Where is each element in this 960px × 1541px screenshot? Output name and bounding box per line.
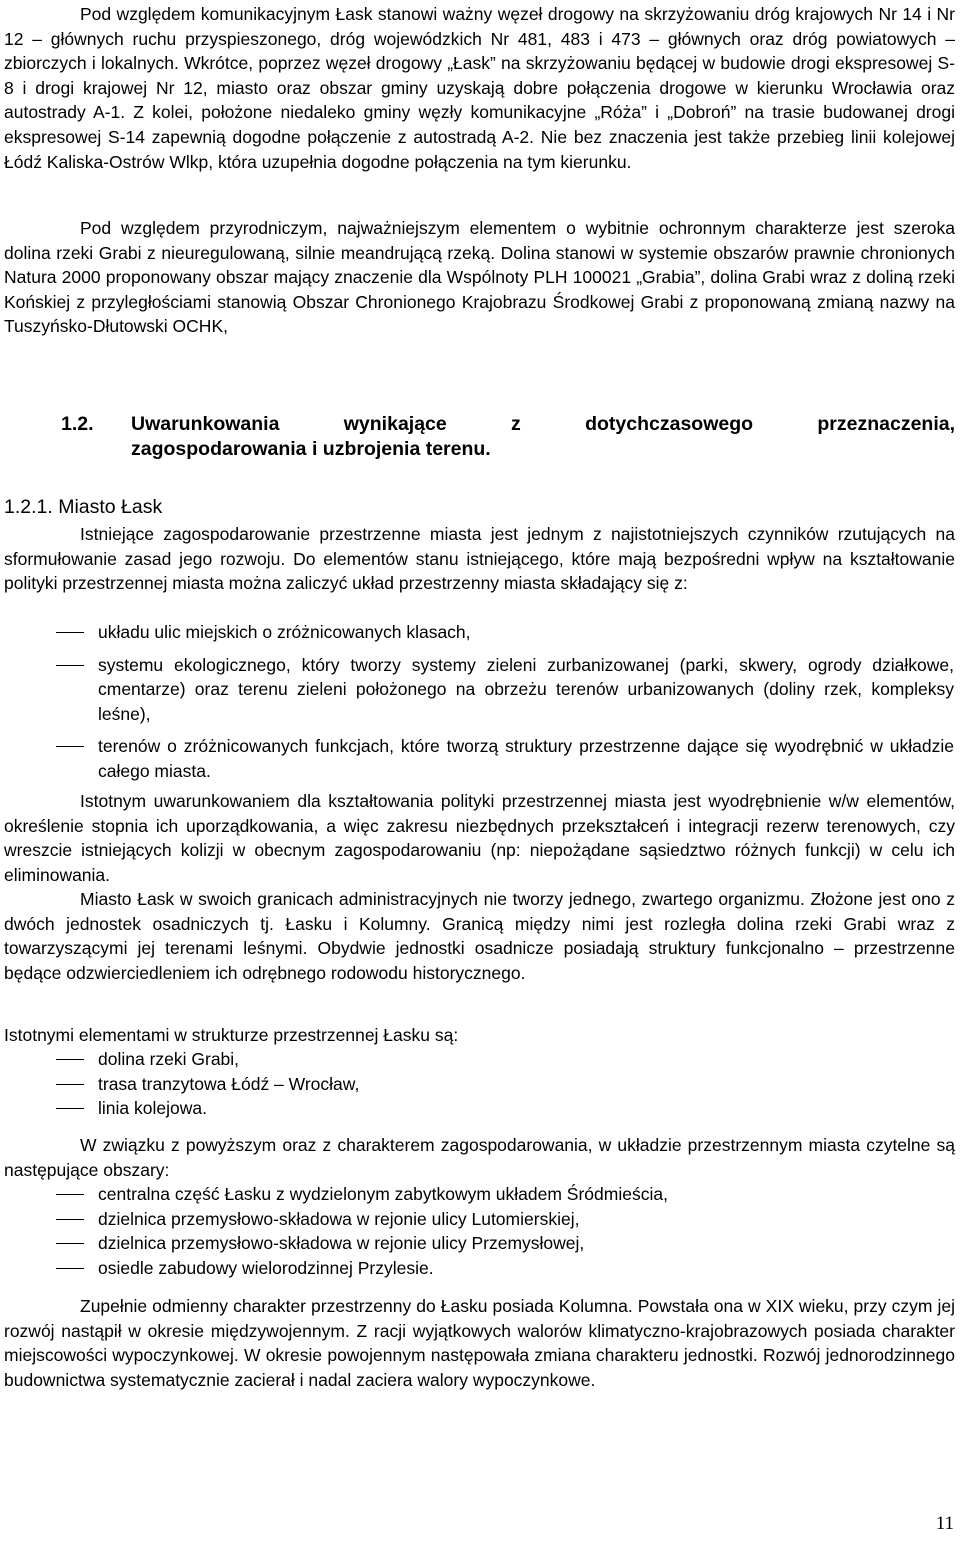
list-key-elements (0, 1047, 960, 1121)
dash-bullet (56, 1084, 84, 1085)
dash-bullet (56, 1108, 84, 1109)
list-spatial-elements (0, 620, 960, 784)
paragraph-conditions: Istotnym uwarunkowaniem dla kształtowania polityki przestrzennej miasta jest wyodrębnienie w/w elementów, określenie stopnia ich uporządkowania, a więc zakresu niezbędnych przekształceń i integracji rezerw terenowych, czy wreszcie istniejących kolizji w obecnym zagospodarowaniu (np: niepożądane sąsiedztwo różnych funkcji) w celu ich eliminowania. (4, 791, 955, 885)
dash-bullet (56, 1268, 84, 1269)
list-areas (0, 1182, 960, 1280)
section-number: 1.2. (61, 413, 94, 435)
paragraph-city-structure: Miasto Łask w swoich granicach administracyjnych nie tworzy jednego, zwartego organizmu. Złożone jest ono z dwóch jednostek osadniczych tj. Łasku i Kolumny. Granicą między nimi jest rozległa dolina rzeki Grabi wraz z towarzyszącymi jej terenami leśnymi. Obydwie jednostki osadnicze posiadają struktury funkcjonalno – przestrzenne będące odzwierciedleniem ich odrębnego rodowodu historycznego. (4, 889, 955, 983)
dash-bullet (56, 665, 84, 666)
list-item: terenów o zróżnicowanych funkcjach, które tworzą struktury przestrzenne dające się wyodrębnić w układzie całego miasta. (0, 734, 954, 783)
paragraph-transport: Pod względem komunikacyjnym Łask stanowi ważny węzeł drogowy na skrzyżowaniu dróg krajowych Nr 14 i Nr 12 – głównych ruchu przyspieszonego, dróg wojewódzkich Nr 481, 483 i 473 – głównych oraz dróg powiatowych – zbiorczych i lokalnych. Wkrótce, poprzez węzeł drogowy „Łask” na skrzyżowaniu będącej w budowie drogi ekspresowej S-8 i drogi krajowej Nr 12, miasto oraz obszar gminy uzyskają dobre połączenia drogowe w kierunku Wrocławia oraz autostrady A-1. Z kolei, położone niedaleko gminy węzły komunikacyjne „Róża” i „Dobroń” na trasie budowanej drogi ekspresowej S-14 zapewnią dogodne połączenie z autostradą A-2. Nie bez znaczenia jest także przebieg linii kolejowej Łódź Kaliska-Ostrów Wlkp, która uzupełnia dogodne połączenia na tym kierunku. (4, 4, 955, 172)
list-item: systemu ekologicznego, który tworzy systemy zieleni zurbanizowanej (parki, skwery, ogrody działkowe, cmentarze) oraz terenu zieleni położonego na obrzeżu terenów urbanizowanych (doliny rzek, kompleksy leśne), (0, 653, 954, 727)
list-item: linia kolejowa. (0, 1096, 954, 1121)
section-title-line2: zagospodarowania i uzbrojenia terenu. (131, 438, 491, 460)
dash-bullet (56, 1243, 84, 1244)
dash-bullet (56, 632, 84, 633)
list-item: trasa tranzytowa Łódź – Wrocław, (0, 1072, 954, 1097)
paragraph-nature: Pod względem przyrodniczym, najważniejszym elementem o wybitnie ochronnym charakterze jest szeroka dolina rzeki Grabi z nieuregulowaną, silnie meandrującą rzeką. Dolina stanowi w systemie obszarów prawnie chronionych Natura 2000 proponowany obszar mający znaczenie dla Wspólnoty PLH 100021 „Grabia”, dolina Grabi wraz z doliną rzeki Końskiej z przyległościami stanowią Obszar Chronionego Krajobrazu Środkowej Grabi z proponowaną zmianą nazwy na Tuszyńsko-Dłutowski OCHK, (4, 218, 955, 337)
paragraph-existing-development: Istniejące zagospodarowanie przestrzenne miasta jest jednym z najistotniejszych czynników rzutujących na sformułowanie zasad jego rozwoju. Do elementów stanu istniejącego, które mają bezpośredni wpływ na kształtowanie polityki przestrzennej miasta można zaliczyć układ przestrzenny miasta składający się z: (4, 524, 955, 594)
section-title-line1: Uwarunkowania wynikające z dotychczasowego przeznaczenia, (131, 413, 955, 435)
list-item: dzielnica przemysłowo-składowa w rejonie ulicy Przemysłowej, (0, 1231, 954, 1256)
dash-bullet (56, 1059, 84, 1060)
dash-bullet (56, 1194, 84, 1195)
list-item: układu ulic miejskich o zróżnicowanych klasach, (0, 620, 954, 645)
list-item: dzielnica przemysłowo-składowa w rejonie ulicy Lutomierskiej, (0, 1207, 954, 1232)
dash-bullet (56, 1219, 84, 1220)
paragraph-areas: W związku z powyższym oraz z charakterem zagospodarowania, w układzie przestrzennym miasta czytelne są następujące obszary: (4, 1135, 955, 1180)
dash-bullet (56, 746, 84, 747)
subsection-heading-1-2-1: 1.2.1. Miasto Łask (4, 496, 163, 518)
list-item: centralna część Łasku z wydzielonym zabytkowym układem Śródmieścia, (0, 1182, 954, 1207)
paragraph-key-elements: Istotnymi elementami w strukturze przestrzennej Łasku są: (4, 1025, 459, 1045)
list-item: osiedle zabudowy wielorodzinnej Przylesie. (0, 1256, 954, 1281)
page-number: 11 (935, 1513, 954, 1534)
list-item: dolina rzeki Grabi, (0, 1047, 954, 1072)
paragraph-kolumna: Zupełnie odmienny charakter przestrzenny do Łasku posiada Kolumna. Powstała ona w XIX wieku, przy czym jej rozwój nastąpił w okresie międzywojennym. Z racji wyjątkowych walorów klimatyczno-krajobrazowych posiada charakter miejscowości wypoczynkowej. W okresie powojennym następowała zmiana charakteru jednostki. Rozwój jednorodzinnego budownictwa systematycznie zacierał i nadal zaciera walory wypoczynkowe. (4, 1296, 955, 1390)
